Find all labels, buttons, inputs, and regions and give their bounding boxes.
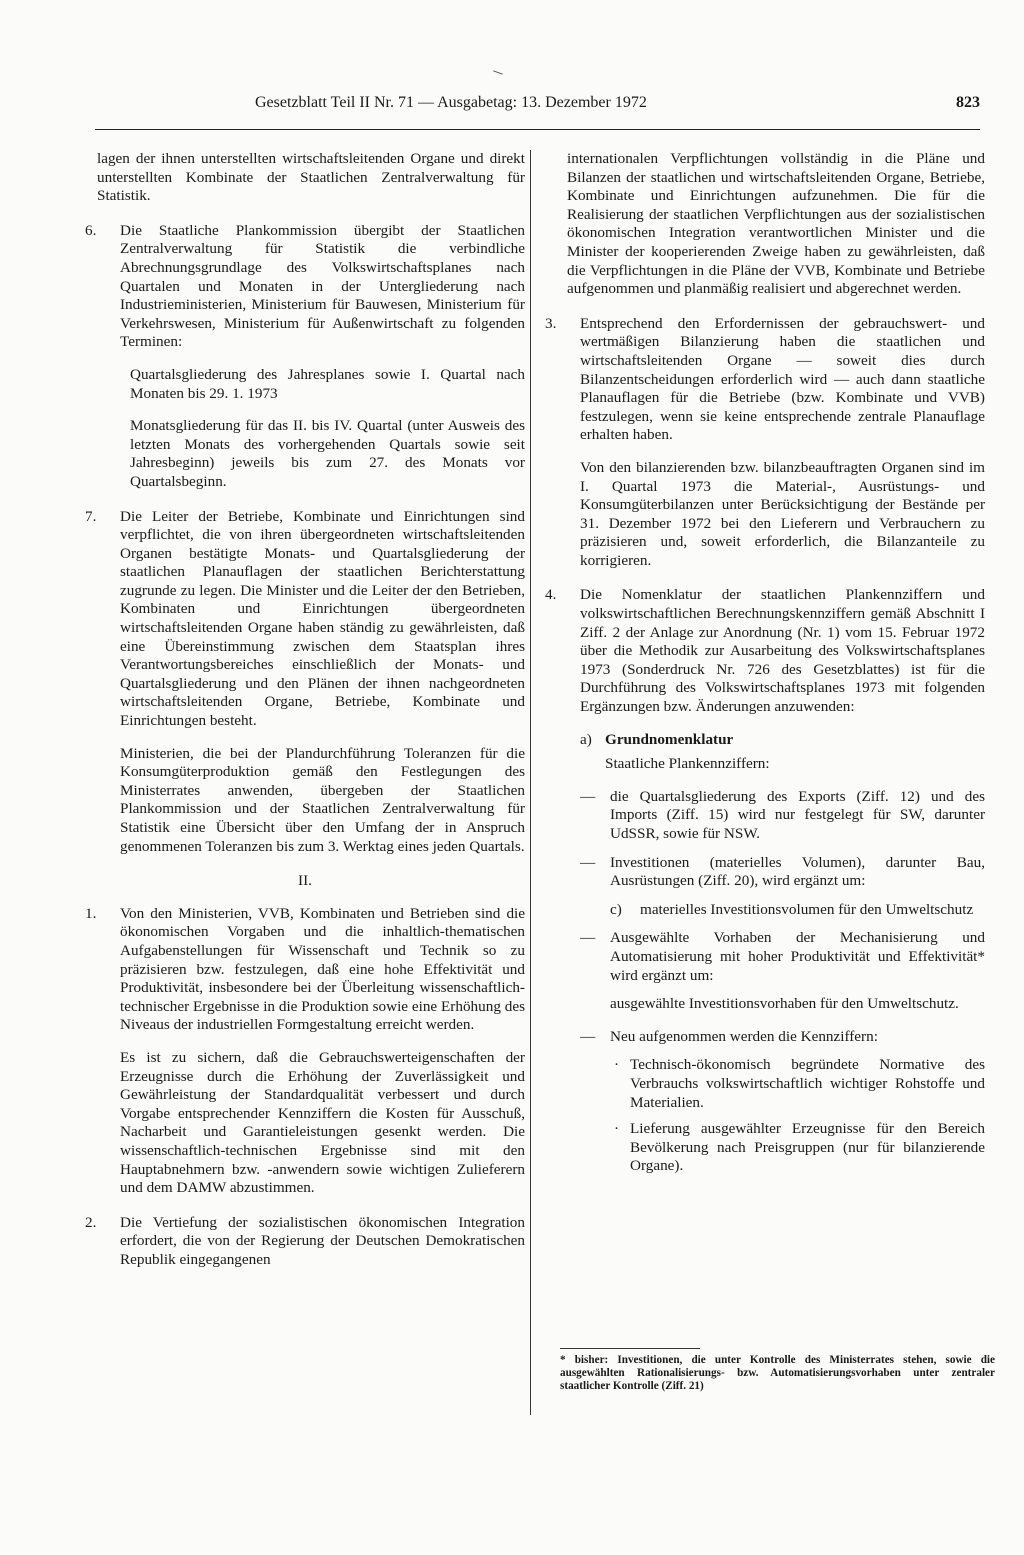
item-ii-1-text-1: Von den Ministerien, VVB, Kombinaten und Betrieben sind die ökonomischen Vorgaben und die inhaltlich-thematischen Aufgabenstellungen für Wissenschaft und Technik so zu präzisieren bzw. festzulegen, daß eine hohe Effektivität und Produktivität, insbesondere bei der Überleitung wissenschaftlich-technischer Ergebnisse in die Produktion sowie eine Erhöhung des Niveaus der industriellen Formgestaltung erreicht werden.: [120, 904, 525, 1034]
c-item: [610, 901, 985, 920]
dash-item-3-sub: ausgewählte Investitionsvorhaben für den Umweltschutz.: [610, 995, 959, 1013]
item-number: 7.: [85, 507, 97, 525]
page-number: 823: [956, 94, 980, 111]
item-number: 4.: [545, 586, 557, 604]
item-6-text: Die Staatliche Plankommission übergibt der Staatlichen Zentralverwaltung für Statistik die verbindliche Abrechnungsgrundlage des Volkswirtschaftsplanes nach Quartalen und Monaten in der Untergliederung nach Industrieministerien, Ministerium für Bauwesen, Ministerium für Verkehrswesen, Ministerium für Außenwirtschaft zu folgenden Terminen:: [120, 221, 525, 351]
item-7-text-1: Die Leiter der Betriebe, Kombinate und Einrichtungen sind verpflichtet, die von ihren übergeordneten wirtschaftsleitenden Organen bestätigte Monats- und Quartalsgliederung der staatlichen Planauflagen der staatlichen Berichterstattung zugrunde zu legen. Die Minister und die Leiter der den Betrieben, Kombinaten und Einrichtungen übergeordneten wirtschaftsleitenden Organe haben ständig zu gewährleisten, daß eine Übereinstimmung zwischen dem Staatsplan ihres Verantwortungsbereiches einschließlich der Monats- und Quartalsgliederung und den Plänen der ihnen nachgeordneten wirtschaftsleitenden Organe, Betriebe, Kombinate und Einrichtungen besteht.: [120, 507, 525, 730]
dash-mark: —: [580, 1027, 596, 1045]
dash-item-4: [580, 1028, 985, 1047]
dash-item-3: [580, 929, 985, 985]
c-item-label: c): [610, 900, 622, 918]
dash-item-2: [580, 854, 985, 891]
dash-mark: —: [580, 787, 596, 805]
c-item-text: materielles Investitionsvolumen für den Umweltschutz: [640, 900, 974, 918]
dash-item-1: [580, 788, 985, 844]
section-heading-ii: II.: [298, 872, 312, 890]
column-divider: [530, 150, 531, 1415]
item-ii-1: [85, 905, 525, 1198]
dash-item-4-text: Neu aufgenommen werden die Kennziffern:: [610, 1027, 878, 1045]
dash-item-3-text: Ausgewählte Vorhaben der Mechanisierung und Automatisierung mit hoher Produktivität und Effektivität* wird ergänzt um:: [610, 929, 985, 984]
page-header: [95, 94, 980, 124]
dash-item-2-text: Investitionen (materielles Volumen), darunter Bau, Ausrüstungen (Ziff. 20), wird ergänzt um:: [610, 853, 985, 890]
bullet-item-2-text: Lieferung ausgewählter Erzeugnisse für den Bereich Bevölkerung nach Preisgruppen (nur für bilanzierende Organe).: [630, 1120, 985, 1175]
dash-mark: —: [580, 929, 596, 947]
bullet-item-1-text: Technisch-ökonomisch begründete Normative des Verbrauchs volkswirtschaftlich wichtiger Rohstoffe und Materialien.: [630, 1056, 985, 1111]
item-3: [545, 315, 985, 571]
item-6: [85, 222, 525, 492]
header-rule: [95, 129, 980, 130]
item-ii-2-text: Die Vertiefung der sozialistischen ökonomischen Integration erfordert, die von der Regierung der Deutschen Demokratischen Republik eingegangenen: [120, 1213, 525, 1268]
bullet-mark: ·: [614, 1120, 620, 1138]
item-6-sub-2: Monatsgliederung für das II. bis IV. Quartal (unter Ausweis des letzten Monats des vorhergehenden Quartals sowie seit Jahresbeginn) jeweils bis zum 27. des Monats vor Quartalsbeginn.: [130, 417, 525, 490]
left-column: [85, 150, 525, 1285]
item-ii-1-text-2: Es ist zu sichern, daß die Gebrauchswerteigenschaften der Erzeugnisse durch die Erhöhung der Zuverlässigkeit und Gewährleistung der Standardqualität verbessert und durch Vorgabe entsprechender Kennziffern die Kosten für Ausschuß, Nacharbeit und Garantieleistungen gesenkt werden. Die wissenschaftlich-technischen Ergebnisse sind mit den Hauptabnehmern bzw. -anwendern sowie wichtigen Zulieferern und dem DAMW abzustimmen.: [120, 1048, 525, 1197]
scan-mark: [493, 70, 503, 74]
item-7: [85, 508, 525, 857]
right-column: [545, 150, 985, 1192]
item-number: 6.: [85, 221, 97, 239]
item-4: [545, 586, 985, 1175]
item-number: 3.: [545, 314, 557, 332]
subsection-a: [580, 731, 985, 750]
left-intro: lagen der ihnen unterstellten wirtschaftsleitenden Organe und direkt unterstellten Kombinate der Staatlichen Zentralverwaltung für Statistik.: [97, 150, 525, 205]
right-intro: internationalen Verpflichtungen vollständig in die Pläne und Bilanzen der staatlichen und wirtschaftsleitenden Organe, Betriebe, Kombinate und Einrichtungen aufzunehmen. Die für die Realisierung der staatlichen Verpflichtungen aus der sozialistischen ökonomischen Integration verantwortlichen Minister und die Minister der kooperierenden Zweige haben zu gewährleisten, daß die Verpflichtungen in die Pläne der VVB, Kombinate und Betriebe aufgenommen und planmäßig realisiert und abgerechnet werden.: [567, 150, 985, 298]
subsection-a-title: Grundnomenklatur: [605, 730, 734, 748]
dash-item-1-text: die Quartalsgliederung des Exports (Ziff. 12) und des Imports (Ziff. 15) wird nur festgelegt für SW, darunter UdSSR, sowie für NSW.: [610, 787, 985, 842]
bullet-item-2: [610, 1120, 985, 1176]
footnote-rule: [560, 1348, 700, 1349]
item-4-text: Die Nomenklatur der staatlichen Plankennziffern und volkswirtschaftlichen Berechnungskennziffern gemäß Abschnitt I Ziff. 2 der Anlage zur Anordnung (Nr. 1) vom 15. Februar 1972 über die Methodik zur Ausarbeitung des Volkswirtschaftsplanes 1973 (Sonderdruck Nr. 726 des Gesetzblattes) ist für die Durchführung des Volkswirtschaftsplanes 1973 mit folgenden Ergänzungen bzw. Änderungen anzuwenden:: [580, 586, 985, 716]
item-3-text-1: Entsprechend den Erfordernissen der gebrauchswert- und wertmäßigen Bilanzierung haben die staatlichen und wirtschaftsleitenden Organe — soweit dies durch Bilanzentscheidungen erforderlich wird — auch dann staatliche Planauflagen für die Betriebe (bzw. Kombinate und VVB) festzulegen, wenn sie keine entsprechende zentrale Planauflage erhalten haben.: [580, 314, 985, 444]
bullet-mark: ·: [614, 1056, 620, 1074]
dash-mark: —: [580, 853, 596, 871]
item-number: 1.: [85, 904, 97, 922]
item-number: 2.: [85, 1213, 97, 1231]
item-7-text-2: Ministerien, die bei der Plandurchführung Toleranzen für die Konsumgüterproduktion gemäß den Festlegungen des Ministerrates anwenden, übergeben der Staatlichen Plankommission und der Staatlichen Zentralverwaltung für Statistik eine Übersicht über den Umfang der in Anspruch genommenen Toleranzen bis zum 3. Werktag eines jeden Quartals.: [120, 744, 525, 855]
subsection-a-subtitle: Staatliche Plankennziffern:: [605, 755, 770, 773]
footnote: * bisher: Investitionen, die unter Kontrolle des Ministerrates stehen, sowie die ausgewählten Rationalisierungs- bzw. Automatisierungsvorhaben unter zentraler staatlicher Kontrolle (Ziff. 21): [560, 1354, 995, 1392]
item-6-sub-1: Quartalsgliederung des Jahresplanes sowie I. Quartal nach Monaten bis 29. 1. 1973: [130, 365, 525, 402]
header-title: Gesetzblatt Teil II Nr. 71 — Ausgabetag: 13. Dezember 1972: [255, 94, 647, 111]
bullet-item-1: [610, 1056, 985, 1112]
item-ii-2: [85, 1214, 525, 1270]
subsection-a-label: a): [580, 730, 592, 748]
item-3-text-2: Von den bilanzierenden bzw. bilanzbeauftragten Organen sind im I. Quartal 1973 die Material-, Ausrüstungs- und Konsumgüterbilanzen unter Berücksichtigung der Bestände per 31. Dezember 1972 bei den Lieferern und Verbrauchern zu präzisieren und, soweit erforderlich, die Bilanzanteile zu korrigieren.: [580, 458, 985, 569]
